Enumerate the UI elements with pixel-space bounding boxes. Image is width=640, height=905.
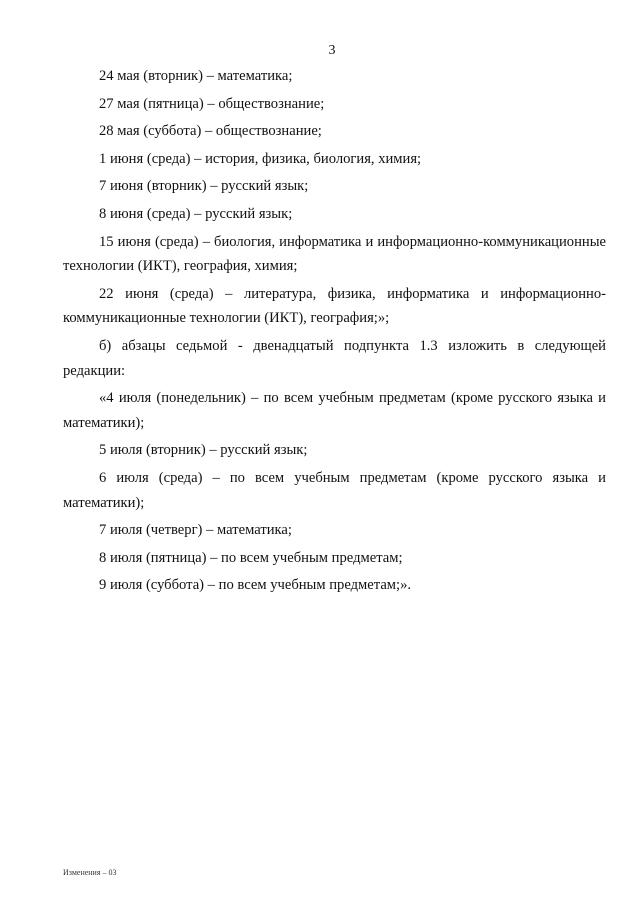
paragraph-2: 27 мая (пятница) – обществознание; <box>99 95 325 112</box>
paragraph-5: 7 июня (вторник) – русский язык; <box>99 178 309 195</box>
paragraph-7: 15 июня (среда) – биология, информатика и информационно-коммуникационные технологии (ИКТ), география, химия; <box>63 233 606 275</box>
paragraph-15: 9 июля (суббота) – по всем учебным предметам;». <box>99 577 412 594</box>
paragraph-4: 1 июня (среда) – история, физика, биология, химия; <box>99 150 422 167</box>
document-body <box>63 64 606 598</box>
paragraph-6: 8 июня (среда) – русский язык; <box>99 205 293 222</box>
paragraph-10: «4 июля (понедельник) – по всем учебным предметам (кроме русского языка и математики); <box>63 390 606 431</box>
paragraph-11: 5 июля (вторник) – русский язык; <box>99 442 308 459</box>
paragraph-13: 7 июля (четверг) – математика; <box>99 522 292 539</box>
paragraph-9: б) абзацы седьмой - двенадцатый подпункта 1.3 изложить в следующей редакции: <box>63 337 606 379</box>
footer-revision: Изменения – 03 <box>63 868 117 877</box>
page-number: 3 <box>328 43 336 58</box>
paragraph-8: 22 июня (среда) – литература, физика, информатика и информационно-коммуникационные технологии (ИКТ), география;»; <box>63 285 606 327</box>
paragraph-1: 24 мая (вторник) – математика; <box>99 68 293 84</box>
paragraph-12: 6 июля (среда) – по всем учебным предметам (кроме русского языка и математики); <box>63 469 606 511</box>
paragraph-3: 28 мая (суббота) – обществознание; <box>99 123 322 140</box>
paragraph-14: 8 июля (пятница) – по всем учебным предметам; <box>99 549 403 566</box>
